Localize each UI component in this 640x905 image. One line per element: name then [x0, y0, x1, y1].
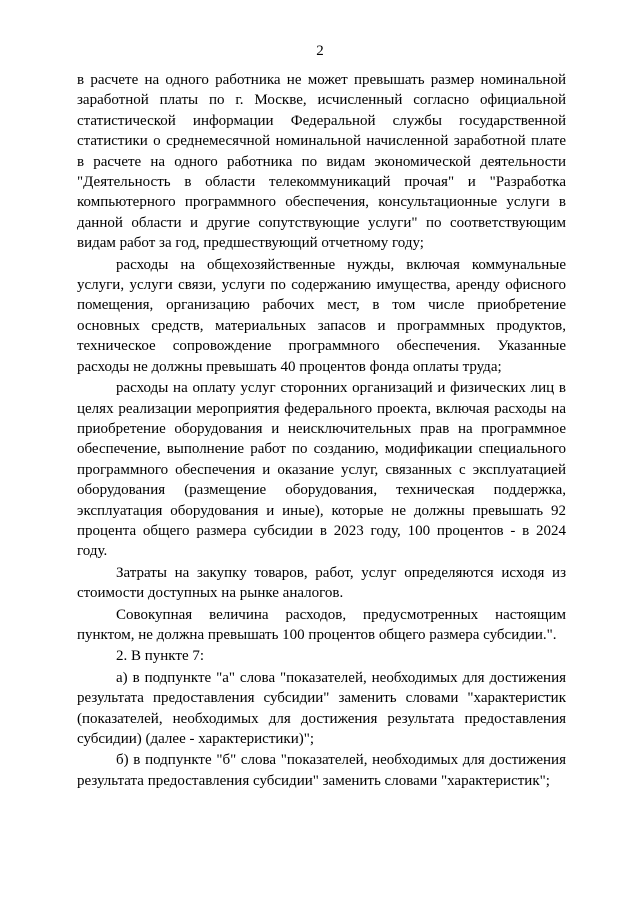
document-body — [77, 70, 566, 791]
page-number: 2 — [316, 43, 324, 59]
paragraph-subclause-b: б) в подпункте "б" слова "показателей, необходимых для достижения результата предоставления субсидии" заменить словами "характеристик"; — [77, 752, 566, 789]
paragraph-overhead-expenses: расходы на общехозяйственные нужды, включая коммунальные услуги, услуги связи, услуги по содержанию имущества, аренду офисного помещения, организацию рабочих мест, в том числе приобретение основных средств, материальных запасов и программных продуктов, техническое сопровождение программного обеспечения. Указанные расходы не должны превышать 40 процентов фонда оплаты труда; — [77, 256, 566, 375]
paragraph-subclause-a: а) в подпункте "а" слова "показателей, необходимых для достижения результата предоставления субсидии" заменить словами "характеристик (показателей, необходимых для достижения результата предоставления субсидии) (далее - характеристики)"; — [77, 669, 566, 747]
paragraph-continuation: в расчете на одного работника не может превышать размер номинальной заработной платы по г. Москве, исчисленный согласно официальной статистической информации Федеральной службы государственной статистики о среднемесячной номинальной начисленной заработной плате в расчете на одного работника по видам экономической деятельности "Деятельность в области телекоммуникаций прочая" и "Разработка компьютерного программного обеспечения, консультационные услуги в данной области и другие сопутствующие услуги" по соответствующим видам работ за год, предшествующий отчетному году; — [77, 72, 566, 252]
paragraph-third-party-services: расходы на оплату услуг сторонних организаций и физических лиц в целях реализации мероприятия федерального проекта, включая расходы на приобретение оборудования и неисключительных прав на программное обеспечение, выполнение работ по созданию, модификации специального программного обеспечения и оказание услуг, связанных с эксплуатацией оборудования (размещение оборудования, техническая поддержка, эксплуатация оборудования и иные), которые не должны превышать 92 процента общего размера субсидии в 2023 году, 100 процентов - в 2024 году. — [77, 380, 566, 560]
paragraph-purchase-costs: Затраты на закупку товаров, работ, услуг определяются исходя из стоимости доступных на рынке аналогов. — [77, 564, 566, 602]
paragraph-clause-7: 2. В пункте 7: — [116, 648, 205, 665]
paragraph-total-expenses: Совокупная величина расходов, предусмотренных настоящим пунктом, не должна превышать 100 процентов общего размера субсидии.". — [77, 606, 566, 643]
